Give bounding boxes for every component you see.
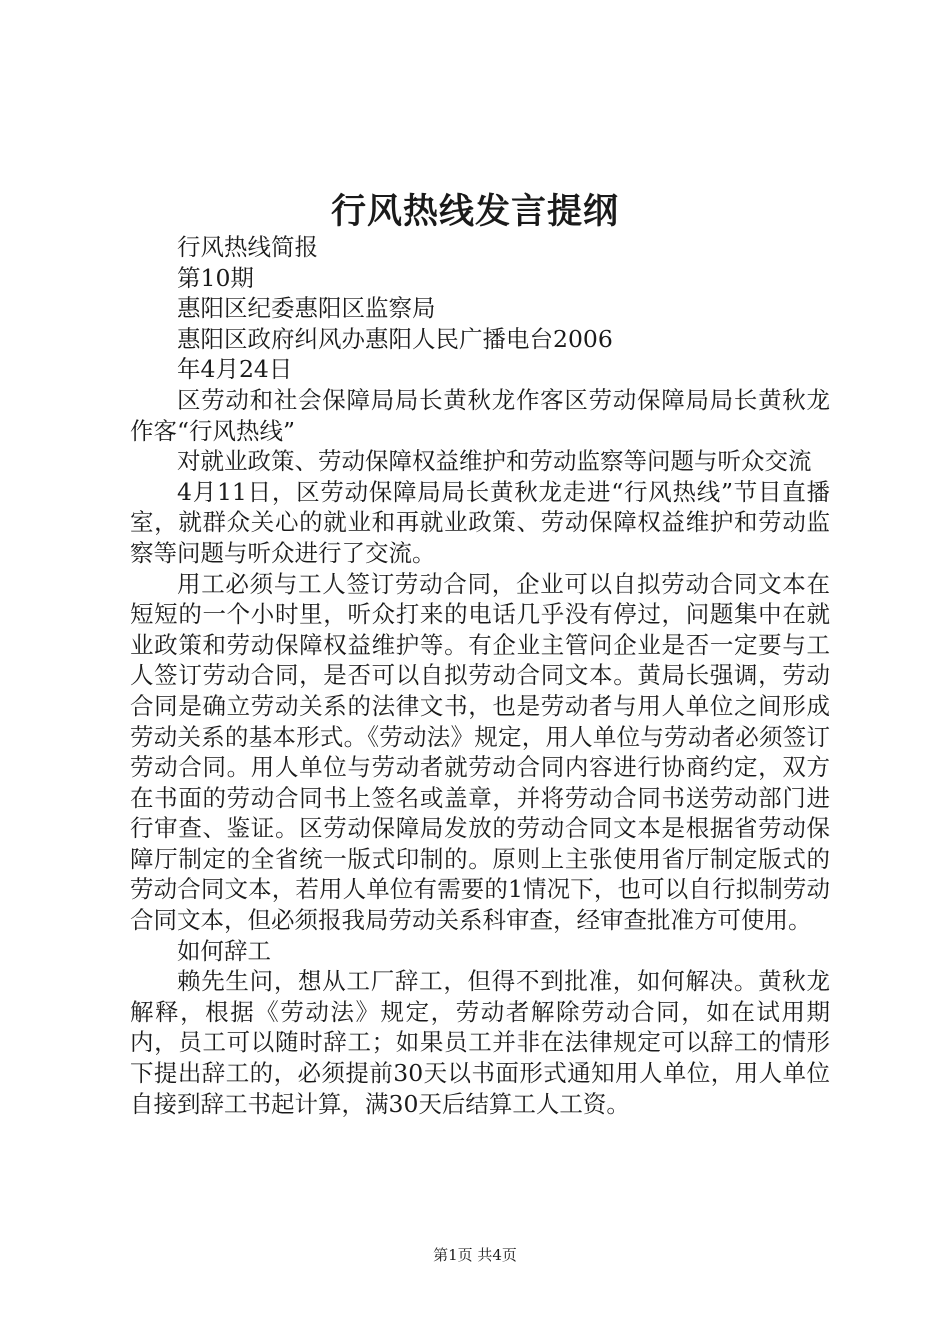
paragraph-issue-number: 第10期 [177, 263, 254, 292]
paragraph-section-heading: 如何辞工 [177, 936, 271, 965]
page-footer: 第1页 共4页 [433, 1246, 517, 1264]
paragraph-issuer-1: 惠阳区纪委惠阳区监察局 [177, 294, 436, 323]
paragraph-resignation: 赖先生问，想从工厂辞工，但得不到批准，如何解决。黄秋龙解释，根据《劳动法》规定，劳动者解除劳动合同，如在试用期内，员工可以随时辞工；如果员工并非在法律规定可以辞工的情形下提出辞工的，必须提前30天以书面形式通知用人单位，用人单位自接到辞工书起计算，满30天后结算工人工资。 [130, 967, 830, 1118]
document-body [130, 232, 830, 1119]
document-title: 行风热线发言提纲 [330, 191, 619, 232]
paragraph-subheadline: 对就业政策、劳动保障权益维护和劳动监察等问题与听众交流 [177, 447, 812, 476]
paragraph-intro: 4月11日，区劳动保障局局长黄秋龙走进“行风热线”节目直播室，就群众关心的就业和再就业政策、劳动保障权益维护和劳动监察等问题与听众进行了交流。 [130, 477, 830, 567]
paragraph-issuer-2: 惠阳区政府纠风办惠阳人民广播电台2006 [177, 324, 613, 353]
paragraph-headline: 区劳动和社会保障局局长黄秋龙作客区劳动保障局局长黄秋龙作客“行风热线” [130, 385, 830, 445]
paragraph-date: 年4月24日 [177, 355, 293, 384]
paragraph-contract: 用工必须与工人签订劳动合同，企业可以自拟劳动合同文本在短短的一个小时里，听众打来的电话几乎没有停过，问题集中在就业政策和劳动保障权益维护等。有企业主管问企业是否一定要与工人签订劳动合同，是否可以自拟劳动合同文本。黄局长强调，劳动合同是确立劳动关系的法律文书，也是劳动者与用人单位之间形成劳动关系的基本形式。《劳动法》规定，用人单位与劳动者必须签订劳动合同。用人单位与劳动者就劳动合同内容进行协商约定，双方在书面的劳动合同书上签名或盖章，并将劳动合同书送劳动部门进行审查、鉴证。区劳动保障局发放的劳动合同文本是根据省劳动保障厅制定的全省统一版式印制的。原则上主张使用省厅制定版式的劳动合同文本，若用人单位有需要的1情况下，也可以自行拟制劳动合同文本，但必须报我局劳动关系科审查，经审查批准方可使用。 [130, 569, 830, 935]
paragraph-bulletin-name: 行风热线简报 [177, 233, 318, 261]
